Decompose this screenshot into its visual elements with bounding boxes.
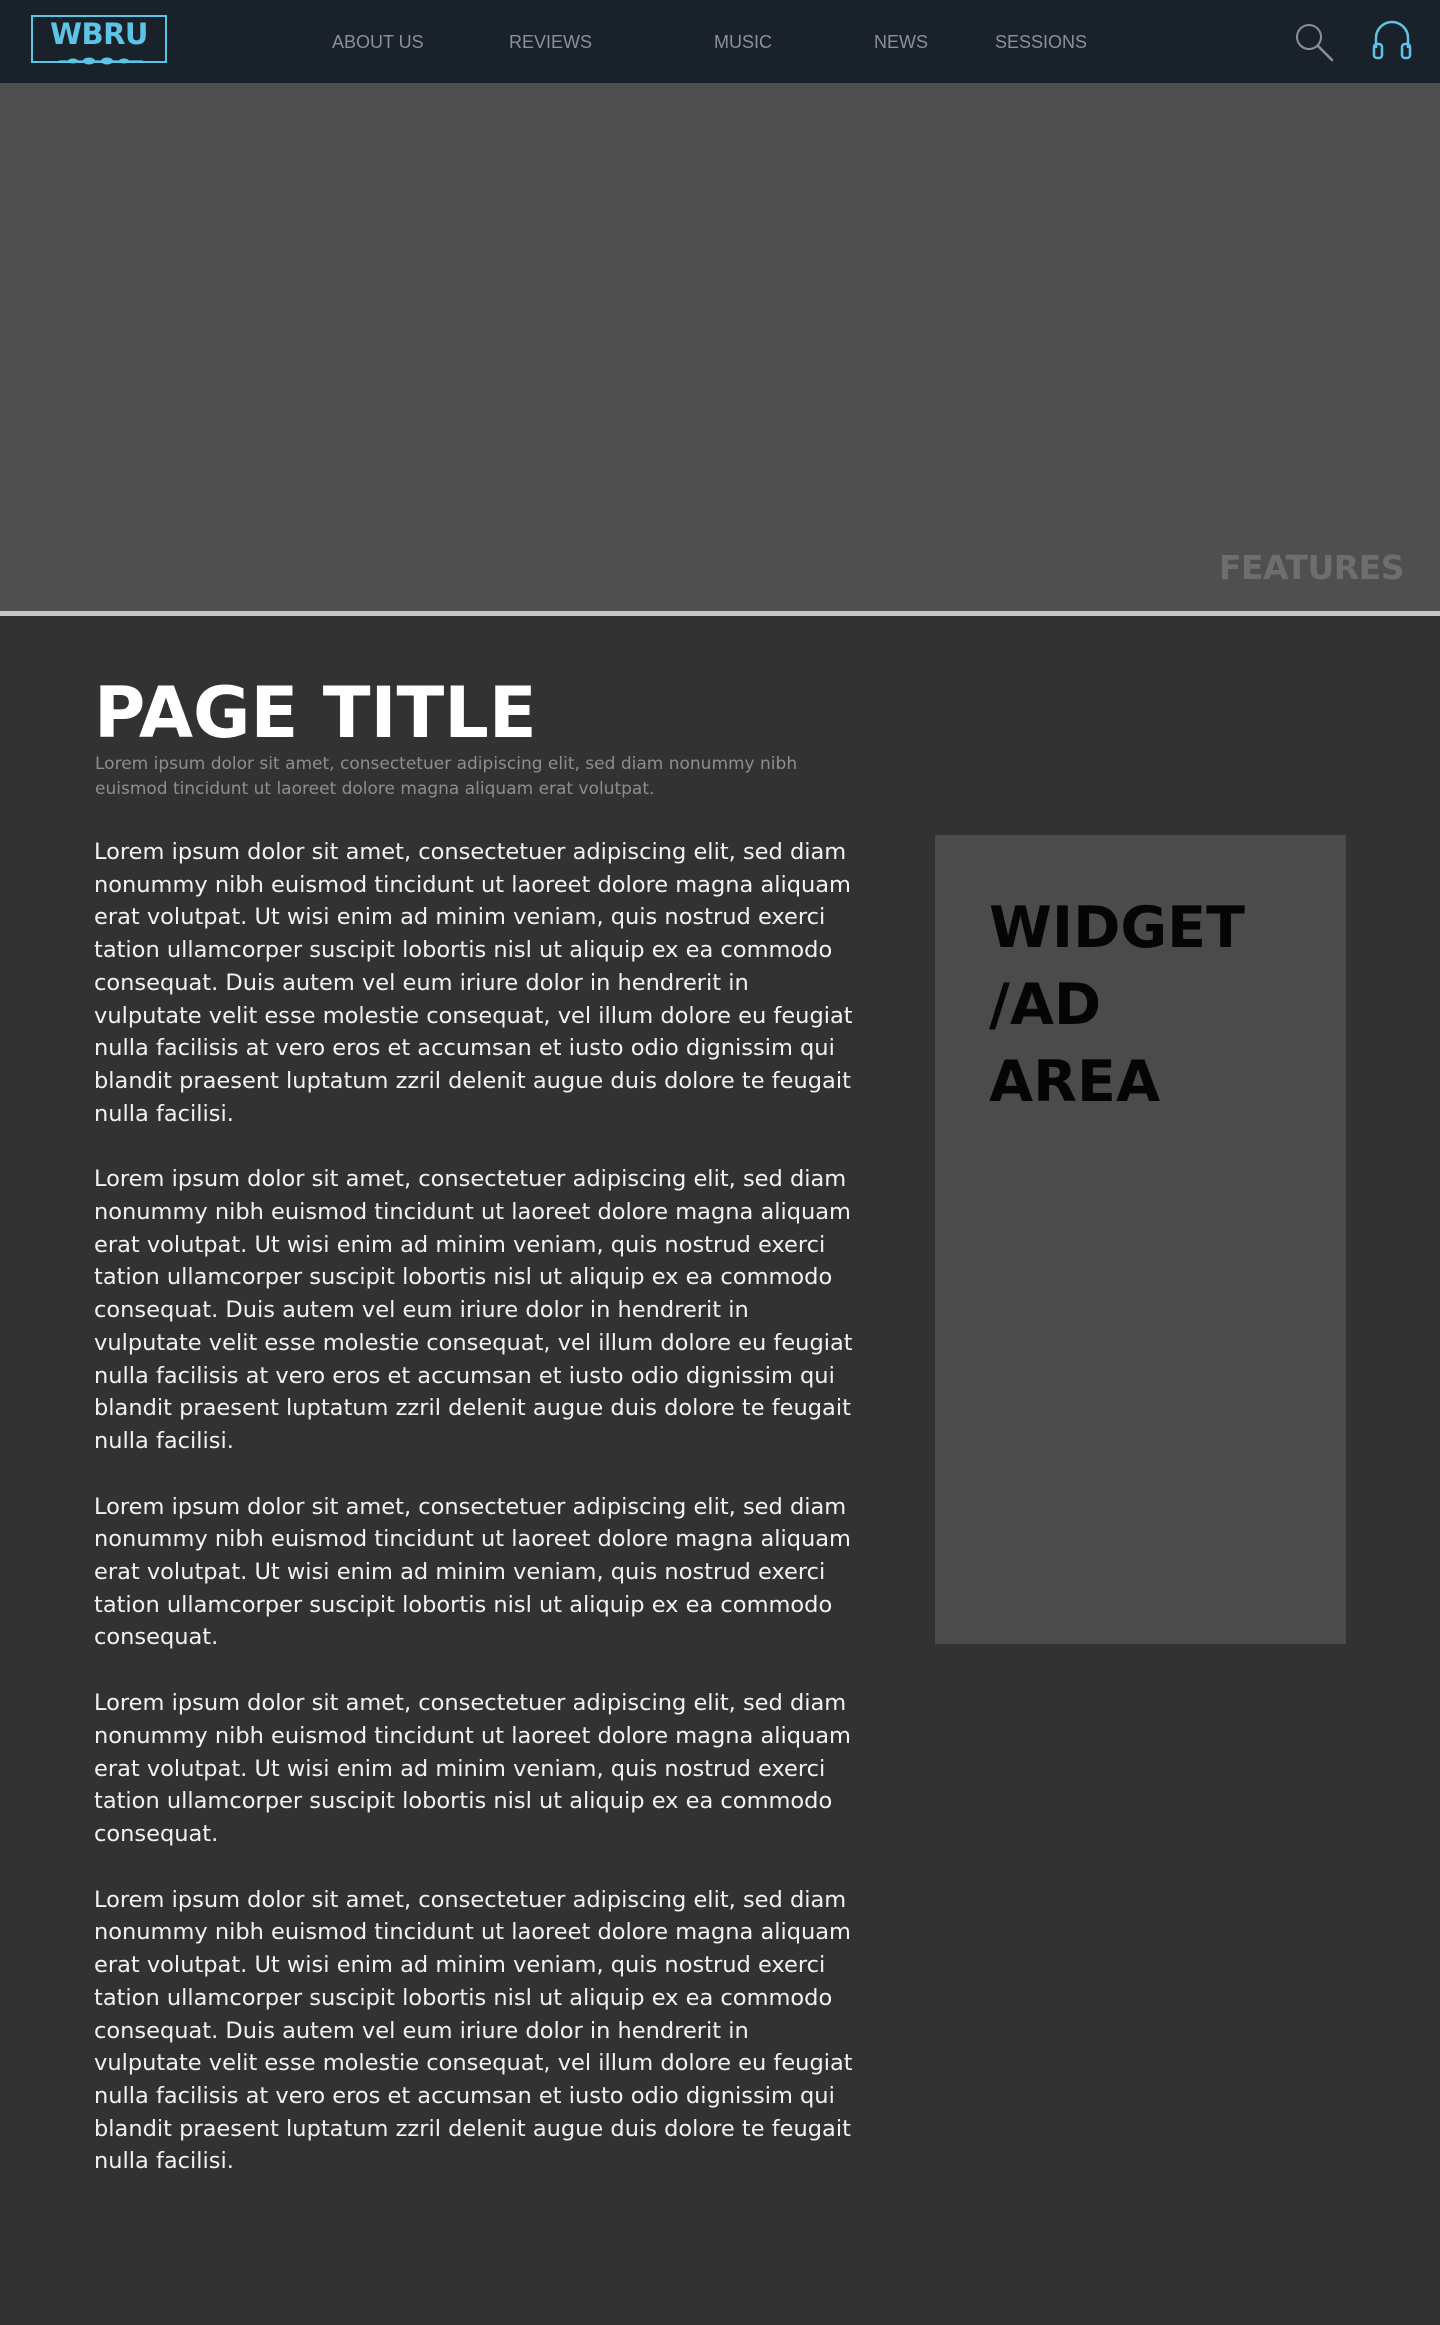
nav-reviews[interactable]: REVIEWS <box>509 32 593 52</box>
body-paragraph: Lorem ipsum dolor sit amet, consectetuer adipiscing elit, sed diam nonummy nibh euismod tincidunt ut laoreet dolore magna aliquam erat volutpat. Ut wisi enim ad minim veniam, quis nostrud exerci tation ullamcorper suscipit lobortis nisl ut aliquip ex ea commodo consequat. <box>94 1690 851 1847</box>
nav-music[interactable]: MUSIC <box>714 32 772 52</box>
body-paragraph: Lorem ipsum dolor sit amet, consectetuer adipiscing elit, sed diam nonummy nibh euismod tincidunt ut laoreet dolore magna aliquam erat volutpat. Ut wisi enim ad minim veniam, quis nostrud exerci tation ullamcorper suscipit lobortis nisl ut aliquip ex ea commodo consequat. Duis autem vel eum iriure dolor in hendrerit in vulputate velit esse molestie consequat, vel illum dolore eu feugiat nulla facilisis at vero eros et accumsan et iusto odio dignissim qui blandit praesent luptatum zzril delenit augue duis dolore te feugait nulla facilisi. <box>94 839 853 1127</box>
hero-divider <box>0 611 1440 616</box>
hero-section-label: FEATURES <box>1218 548 1404 587</box>
article-body <box>94 836 862 2211</box>
headphones-icon <box>1372 18 1412 62</box>
listen-live-button[interactable] <box>1372 18 1412 62</box>
body-paragraph: Lorem ipsum dolor sit amet, consectetuer adipiscing elit, sed diam nonummy nibh euismod tincidunt ut laoreet dolore magna aliquam erat volutpat. Ut wisi enim ad minim veniam, quis nostrud exerci tation ullamcorper suscipit lobortis nisl ut aliquip ex ea commodo consequat. Duis autem vel eum iriure dolor in hendrerit in vulputate velit esse molestie consequat, vel illum dolore eu feugiat nulla facilisis at vero eros et accumsan et iusto odio dignissim qui blandit praesent luptatum zzril delenit augue duis dolore te feugait nulla facilisi. <box>94 1166 853 1454</box>
page-subtitle: Lorem ipsum dolor sit amet, consectetuer adipiscing elit, sed diam nonummy nibh euismod tincidunt ut laoreet dolore magna aliquam erat volutpat. <box>95 754 798 799</box>
logo-text: WBRU <box>50 17 148 51</box>
nav-news[interactable]: NEWS <box>874 32 928 52</box>
page-title: PAGE TITLE <box>94 672 537 754</box>
sound-wave-icon <box>59 57 143 65</box>
nav-sessions[interactable]: SESSIONS <box>995 32 1088 52</box>
body-paragraph: Lorem ipsum dolor sit amet, consectetuer adipiscing elit, sed diam nonummy nibh euismod tincidunt ut laoreet dolore magna aliquam erat volutpat. Ut wisi enim ad minim veniam, quis nostrud exerci tation ullamcorper suscipit lobortis nisl ut aliquip ex ea commodo consequat. <box>94 1493 851 1651</box>
body-paragraph: Lorem ipsum dolor sit amet, consectetuer adipiscing elit, sed diam nonummy nibh euismod tincidunt ut laoreet dolore magna aliquam erat volutpat. Ut wisi enim ad minim veniam, quis nostrud exerci tation ullamcorper suscipit lobortis nisl ut aliquip ex ea commodo consequat. Duis autem vel eum iriure dolor in hendrerit in vulputate velit esse molestie consequat, vel illum dolore eu feugiat nulla facilisis at vero eros et accumsan et iusto odio dignissim qui blandit praesent luptatum zzril delenit augue duis dolore te feugait nulla facilisi. <box>94 1886 853 2175</box>
widget-ad-area <box>935 835 1346 1644</box>
search-icon <box>1292 20 1336 64</box>
nav-about-us[interactable]: ABOUT US <box>332 32 424 52</box>
top-navbar <box>0 0 1440 83</box>
widget-placeholder-text: WIDGET /AD AREA <box>989 895 1245 1115</box>
wbru-logo[interactable] <box>31 15 167 63</box>
hero-banner <box>0 83 1440 611</box>
search-button[interactable] <box>1292 20 1336 64</box>
